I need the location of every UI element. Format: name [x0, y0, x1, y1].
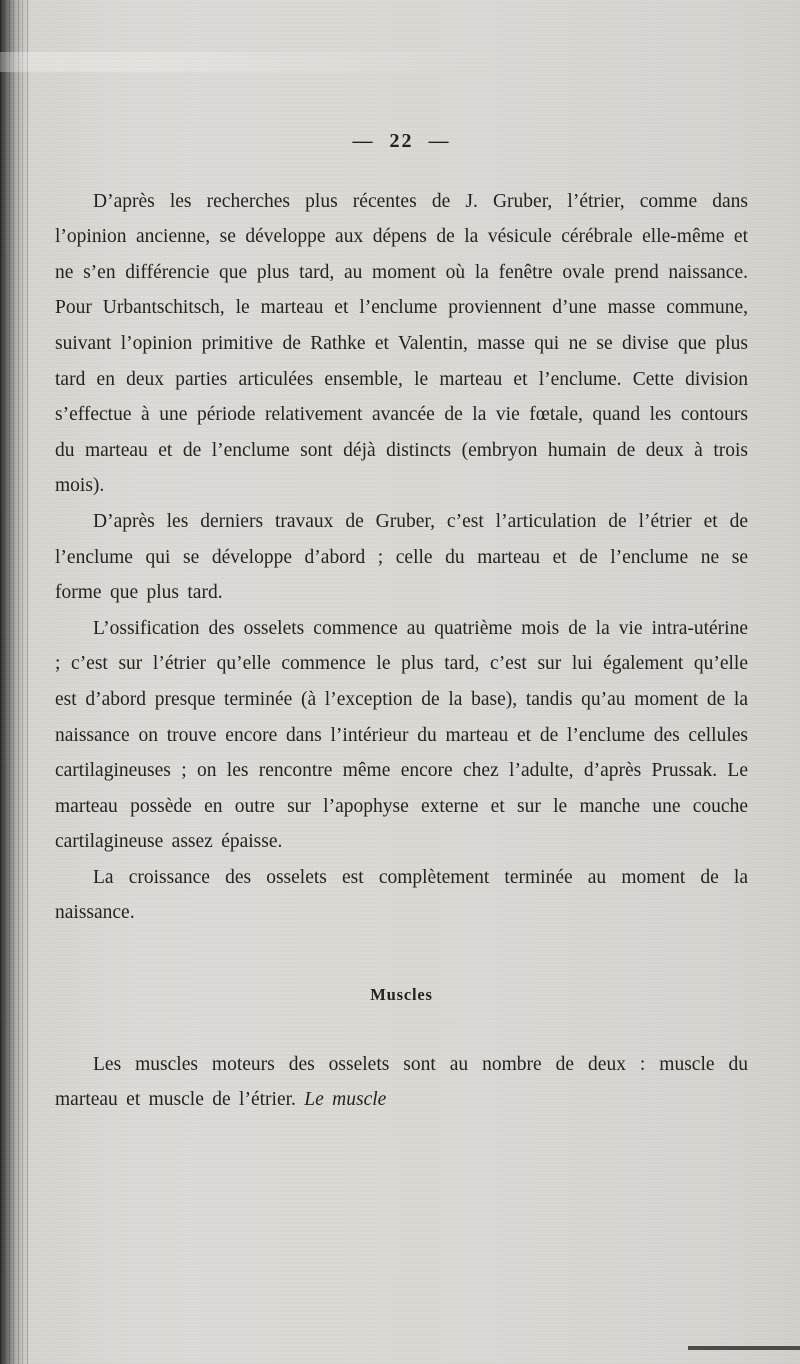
paragraph-1: D’après les recherches plus récentes de J. Gruber, l’étrier, comme dans l’opinion ancienne, se développe aux dépens de la vésicule cérébrale elle-même et ne s’en différencie que plus tard, au moment où la fenêtre ovale prend naissance. Pour Urbantschitsch, le marteau et l’enclume proviennent d’une masse commune, suivant l’opinion primitive de Rathke et Valentin, masse qui ne se divise que plus tard en deux parties articulées ensemble, le marteau et l’enclume. Cette division s’effectue à une période relativement avancée de la vie fœtale, quand les contours du marteau et de l’enclume sont déjà distincts (embryon humain de deux à trois mois).	[55, 190, 748, 497]
paragraph-3: L’ossification des osselets commence au quatrième mois de la vie intra-utérine ; c’est sur l’étrier qu’elle commence le plus tard, c’est sur lui également qu’elle est d’abord presque terminée (à l’exception de la base), tandis qu’au moment de la naissance on trouve encore dans l’intérieur du marteau et de l’enclume des cellules cartilagineuses ; on les rencontre même encore chez l’adulte, d’après Prussak. Le marteau possède en outre sur l’apophyse externe et sur le manche une couche cartilagineuse assez épaisse.	[55, 617, 748, 853]
paragraph-5	[55, 1047, 748, 1118]
page-number: — 22 —	[352, 130, 451, 152]
paragraph-5-italic: Le muscle	[304, 1089, 387, 1111]
section-heading-muscles: Muscles	[370, 985, 433, 1005]
scan-edge-artifact	[0, 0, 28, 1364]
scan-bottom-artifact	[688, 1346, 800, 1350]
paragraph-5-text: Les muscles moteurs des osselets sont au nombre de deux : muscle du marteau et muscle de l’étrier.	[55, 1053, 748, 1111]
paragraph-4: La croissance des osselets est complètement terminée au moment de la naissance.	[55, 866, 748, 924]
page-content	[55, 0, 748, 1118]
paragraph-2: D’après les derniers travaux de Gruber, c’est l’articulation de l’étrier et de l’enclume qui se développe d’abord ; celle du marteau et de l’enclume ne se forme que plus tard.	[55, 510, 748, 604]
